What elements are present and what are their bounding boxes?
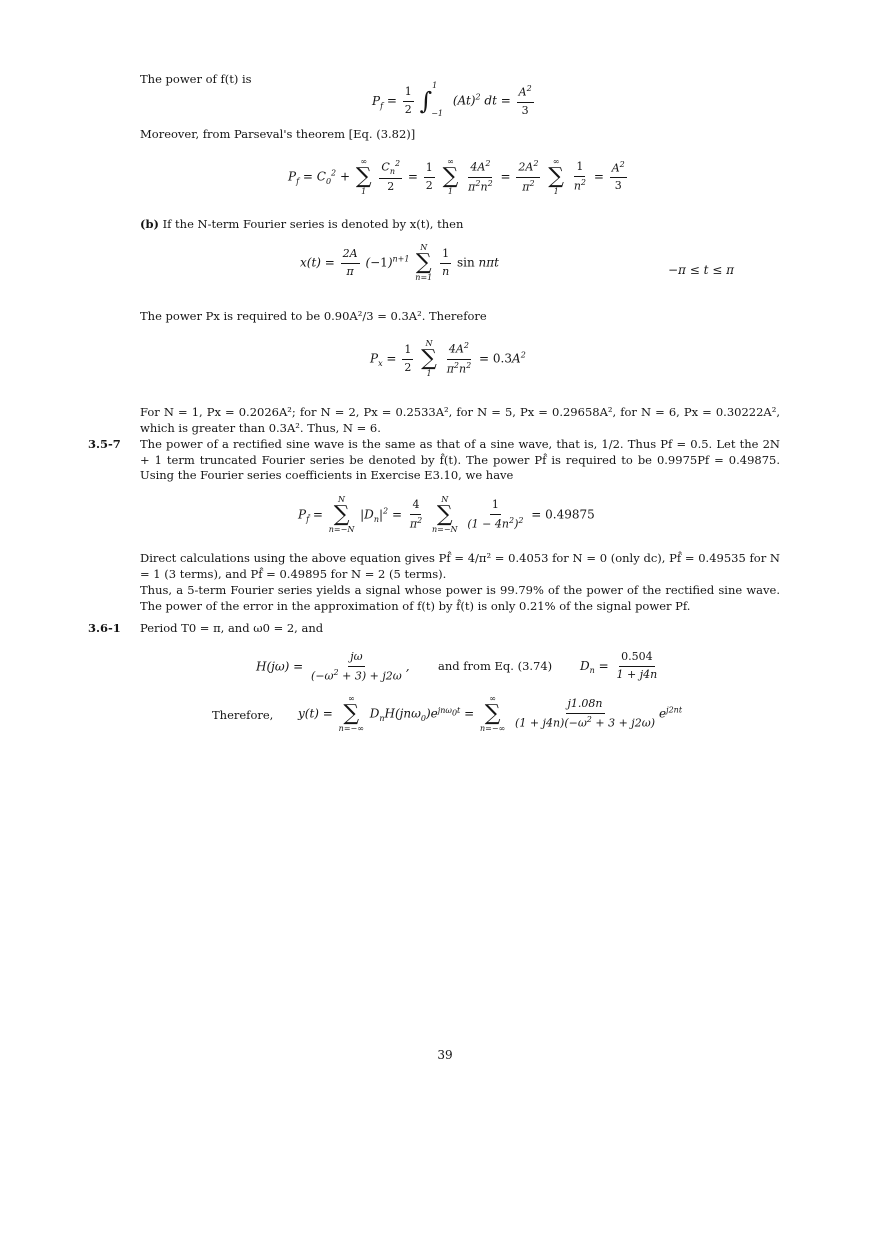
text-from-eq: and from Eq. (3.74): [438, 659, 553, 673]
equation-px-sum: $P_x$ = $\frac{1}{2}$ N ∑ 1 $\frac{4A^2}{\pi^2n^2}$ = $0.3A^2$: [370, 339, 526, 378]
text-line-power-px: The power Px is required to be 0.90A²/3 = 0.3A². Therefore: [140, 309, 487, 323]
equation-output-y: y(t) = ∞ ∑ n=−∞ $D_nH(jn\omega_0)e^{jn\omega_0t}$ = ∞ ∑ n=−∞ $\frac{j1.08n}{(1 + j4n)(-\omega^2 + 3 + j2\omega)}$ $e^{j2nt}$: [298, 694, 683, 733]
text-therefore: Therefore,: [212, 708, 274, 722]
equation-rectified-sine-power: $P_{f̂}$ = N ∑ n=−N $|D_n|^2$ = $\frac{4}{\pi^2}$ N ∑ n=−N $\frac{1}{(1 - 4n^2)^2}$ = 0.49875: [298, 495, 595, 534]
text-para-n-values: For N = 1, Px = 0.2026A²; for N = 2, Px = 0.2533A², for N = 5, Px = 0.29658A², for N = 6, Px = 0.30222A², which is greater than 0.3A². Thus, N = 6.: [140, 405, 780, 435]
text-line-3-6-1: Period T0 = π, and ω0 = 2, and: [140, 621, 324, 635]
problem-number-3-6-1: 3.6-1: [88, 621, 121, 635]
equation-range: −π ≤ t ≤ π: [668, 263, 735, 277]
problem-number-3-5-7: 3.5-7: [88, 437, 121, 451]
equation-transfer-function: H(jω) = $\frac{j\omega}{(-\omega^2 + 3) + j2\omega}$ ,: [256, 650, 410, 683]
text-line-part-b: [140, 217, 780, 233]
page-number: 39: [437, 1048, 453, 1062]
equation-power-integral: $P_f$ = $\frac{1}{2}$ ∫$^1_{-1}$ $(At)^2$ dt = $\frac{A^2}{3}$: [372, 80, 532, 119]
text-line-parseval: Moreover, from Parseval's theorem [Eq. (3.82)]: [140, 127, 416, 141]
equation-parseval-sum: $P_f = C_0^2$ + ∞ ∑ 1 $\frac{C_n^2}{2}$ = $\frac{1}{2}$ ∞ ∑ 1 $\frac{4A^2}{\pi^2n^2}$ = $\frac{2A^2}{\pi^2}$ ∞ ∑ 1 $\frac{1}{n^2}$ = $\frac{A^2}{3}$: [288, 157, 625, 196]
part-b-text: If the N-term Fourier series is denoted by x(t), then: [162, 217, 464, 231]
text-para-five-term: Thus, a 5-term Fourier series yields a signal whose power is 99.79% of the power of the rectified sine wave. The power of the error in the approximation of f(t) by f̂(t) is only 0.21% of the signal power Pf.: [140, 583, 780, 613]
equation-dn: $D_n$ = $\frac{0.504}{1 + j4n}$: [580, 650, 658, 681]
part-b-label: (b): [140, 217, 159, 231]
text-line-power-f: The power of f(t) is: [140, 72, 252, 86]
equation-fourier-series-x: x(t) = $\frac{2A}{\pi}$ $(-1)^{n+1}$ N ∑ n=1 $\frac{1}{n}$ sin nπt: [300, 243, 499, 282]
text-para-3-5-7: The power of a rectified sine wave is the same as that of a sine wave, that is, 1/2. Thus Pf = 0.5. Let the 2N + 1 term truncated Fourier series be denoted by f̂(t). The power Pf̂ is required to be 0.9975Pf = 0.49875. Using the Fourier series coefficients in Exercise E3.10, we have: [140, 437, 780, 483]
text-para-direct-calc: Direct calculations using the above equation gives Pf̂ = 4/π² = 0.4053 for N = 0 (only dc), Pf̂ = 0.49535 for N = 1 (3 terms), and Pf̂ = 0.49895 for N = 2 (5 terms).: [140, 551, 780, 581]
